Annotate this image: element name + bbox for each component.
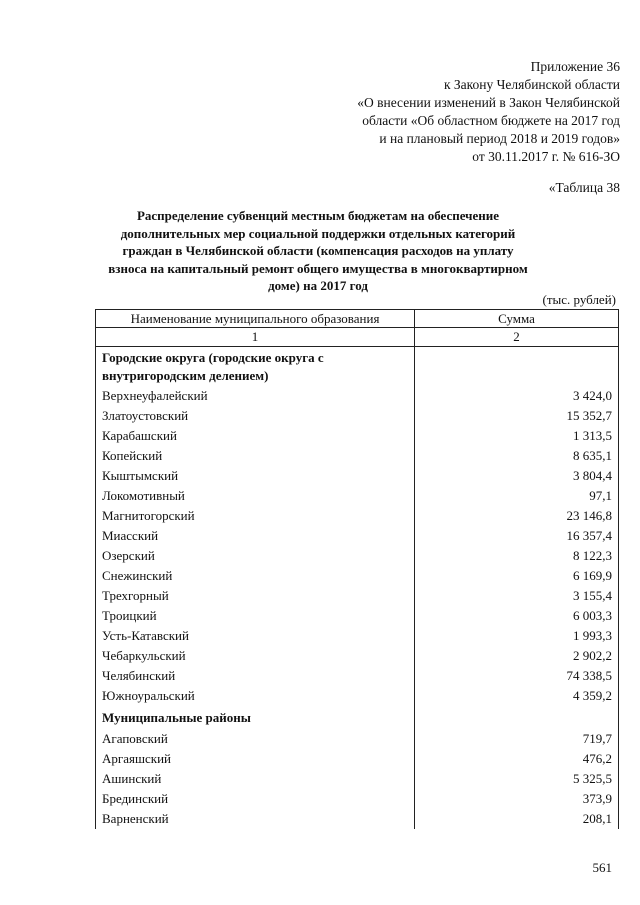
group-value (415, 706, 619, 729)
municipality-name: Варненский (96, 809, 415, 829)
table-row (96, 809, 619, 829)
amount: 1 313,5 (415, 426, 619, 446)
amount: 8 122,3 (415, 546, 619, 566)
table-row (96, 386, 619, 406)
units-label: (тыс. рублей) (542, 292, 616, 307)
municipality-name: Озерский (96, 546, 415, 566)
table-row (96, 729, 619, 749)
municipality-name: Копейский (96, 446, 415, 466)
column-header-name: Наименование муниципального образования (96, 310, 415, 328)
municipality-name: Чебаркульский (96, 646, 415, 666)
table-row (96, 666, 619, 686)
column-number: 2 (415, 328, 619, 347)
group-label: Муниципальные районы (96, 706, 415, 729)
group-row (96, 347, 619, 387)
municipality-name: Аргаяшский (96, 749, 415, 769)
table-body (96, 328, 619, 830)
amount: 3 155,4 (415, 586, 619, 606)
table-row (96, 486, 619, 506)
header-line: Приложение 36 (530, 59, 620, 74)
header-line: и на плановый период 2018 и 2019 годов» (379, 131, 620, 146)
header-line: от 30.11.2017 г. № 616-ЗО (472, 149, 620, 164)
amount: 74 338,5 (415, 666, 619, 686)
amount: 3 424,0 (415, 386, 619, 406)
amount: 5 325,5 (415, 769, 619, 789)
amount: 23 146,8 (415, 506, 619, 526)
amount: 8 635,1 (415, 446, 619, 466)
municipality-name: Магнитогорский (96, 506, 415, 526)
amount: 16 357,4 (415, 526, 619, 546)
amount: 373,9 (415, 789, 619, 809)
municipality-name: Южноуральский (96, 686, 415, 706)
table-row (96, 566, 619, 586)
table-row (96, 606, 619, 626)
municipality-name: Верхнеуфалейский (96, 386, 415, 406)
amount: 6 003,3 (415, 606, 619, 626)
annex-header (240, 58, 620, 166)
amount: 719,7 (415, 729, 619, 749)
amount: 15 352,7 (415, 406, 619, 426)
amount: 3 804,4 (415, 466, 619, 486)
municipality-name: Ашинский (96, 769, 415, 789)
amount: 97,1 (415, 486, 619, 506)
table-row (96, 426, 619, 446)
municipality-name: Локомотивный (96, 486, 415, 506)
group-label: Городские округа (городские округа с внутригородским делением) (96, 347, 415, 387)
document-title: Распределение субвенций местным бюджетам на обеспечение дополнительных мер социальной поддержки отдельных категорий граждан в Челябинской области (компенсация расходов на уплату взноса на капитальный ремонт общего имущества в многоквартирном доме) на 2017 год (108, 208, 528, 293)
table-row (96, 586, 619, 606)
header-line: «О внесении изменений в Закон Челябинской (357, 95, 620, 110)
amount: 2 902,2 (415, 646, 619, 666)
municipality-name: Златоустовский (96, 406, 415, 426)
table-row (96, 749, 619, 769)
amount: 1 993,3 (415, 626, 619, 646)
table-row (96, 686, 619, 706)
group-row (96, 706, 619, 729)
municipality-name: Кыштымский (96, 466, 415, 486)
municipality-name: Брединский (96, 789, 415, 809)
column-number: 1 (96, 328, 415, 347)
municipality-name: Агаповский (96, 729, 415, 749)
municipality-name: Троицкий (96, 606, 415, 626)
table-row (96, 506, 619, 526)
amount: 208,1 (415, 809, 619, 829)
page-number: 561 (592, 860, 612, 875)
municipality-name: Трехгорный (96, 586, 415, 606)
table-row (96, 526, 619, 546)
column-number-row (96, 328, 619, 347)
column-header-sum: Сумма (415, 310, 619, 328)
table-header-row (96, 310, 619, 328)
municipality-name: Миасский (96, 526, 415, 546)
subvention-table (95, 309, 619, 829)
municipality-name: Челябинский (96, 666, 415, 686)
amount: 4 359,2 (415, 686, 619, 706)
table-row (96, 446, 619, 466)
amount: 6 169,9 (415, 566, 619, 586)
municipality-name: Снежинский (96, 566, 415, 586)
table-row (96, 466, 619, 486)
table-row (96, 646, 619, 666)
table-row (96, 769, 619, 789)
table-label: «Таблица 38 (548, 180, 620, 195)
table-row (96, 789, 619, 809)
municipality-name: Усть-Катавский (96, 626, 415, 646)
municipality-name: Карабашский (96, 426, 415, 446)
group-value (415, 347, 619, 387)
header-line: к Закону Челябинской области (443, 77, 620, 92)
table-row (96, 626, 619, 646)
amount: 476,2 (415, 749, 619, 769)
header-line: области «Об областном бюджете на 2017 год (362, 113, 620, 128)
table-row (96, 406, 619, 426)
table-row (96, 546, 619, 566)
